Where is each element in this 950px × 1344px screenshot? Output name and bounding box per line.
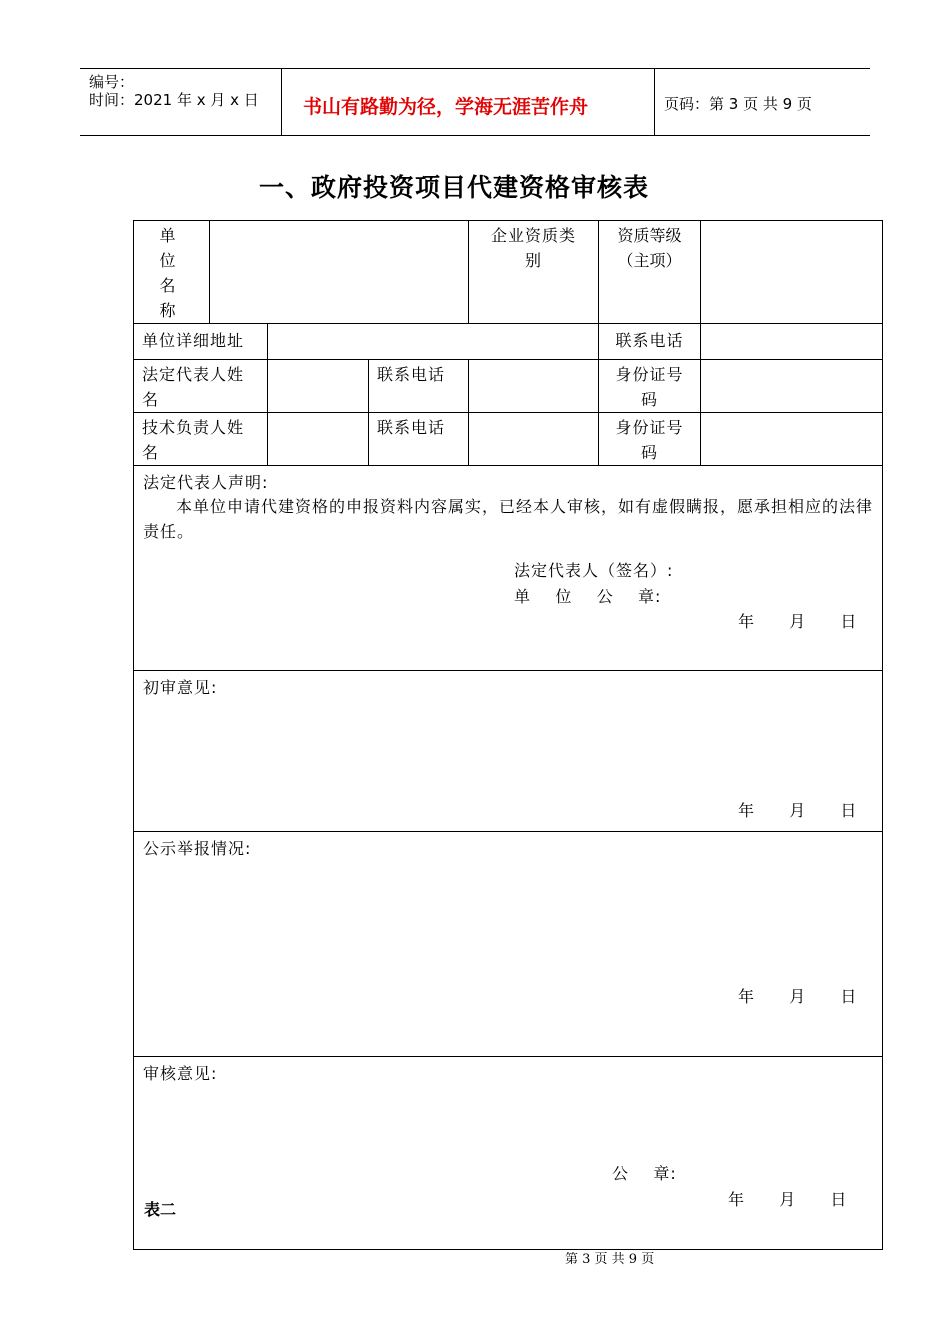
contact-phone-label: 联系电话 — [615, 331, 684, 350]
date-year: 年 — [738, 987, 756, 1006]
tech-lead-id-label-cell — [599, 413, 701, 466]
publicity-report-section[interactable] — [134, 832, 883, 1057]
header-bottom-rule — [80, 135, 870, 136]
address-label-cell — [134, 324, 268, 360]
legal-rep-name-label-cell — [134, 360, 268, 413]
qualification-type-label: 企业资质类别 — [491, 226, 577, 270]
qualification-level-sub-label: （主项） — [617, 251, 682, 270]
tech-lead-name-label: 技术负责人姓名 — [142, 418, 245, 462]
declaration-label: 法定代表人声明: — [143, 473, 269, 492]
document-time: 时间：2021 年 x 月 x 日 — [89, 91, 259, 109]
preliminary-review-section[interactable] — [134, 671, 883, 832]
legal-rep-name-value[interactable] — [268, 360, 369, 413]
qualification-level-cell[interactable] — [617, 221, 883, 324]
qualification-level-label: 资质等级 — [617, 226, 682, 245]
declaration-body: 本单位申请代建资格的申报资料内容属实，已经本人审核，如有虚假瞒报，愿承担相应的法律责任。 — [143, 497, 874, 541]
tech-lead-name-label-cell — [134, 413, 268, 466]
table-caption: 表二 — [144, 1200, 177, 1219]
legal-rep-id-label-cell — [599, 360, 701, 413]
date-month: 月 — [789, 987, 807, 1006]
unit-seal-label: 单 位 公 章: — [514, 587, 662, 606]
header-top-rule — [80, 68, 870, 69]
review-opinion-label: 审核意见: — [143, 1064, 218, 1083]
header-divider-right — [654, 68, 655, 136]
date-year: 年 — [728, 1190, 746, 1209]
signature-label: 法定代表人（签名）: — [514, 561, 674, 580]
tech-lead-name-value[interactable] — [268, 413, 369, 466]
legal-rep-phone-value[interactable] — [469, 360, 599, 413]
date-year: 年 — [738, 801, 756, 820]
legal-rep-id-value[interactable] — [701, 360, 883, 413]
declaration-date — [738, 609, 857, 632]
document-title: 一、政府投资项目代建资格审核表 — [259, 173, 650, 202]
unit-name-value[interactable] — [210, 221, 469, 324]
preliminary-review-date — [738, 798, 857, 821]
publicity-report-label: 公示举报情况: — [143, 839, 252, 858]
header-divider-left — [281, 68, 282, 136]
legal-rep-id-label: 身份证号码 — [615, 365, 684, 409]
tech-lead-id-value[interactable] — [701, 413, 883, 466]
legal-rep-phone-label: 联系电话 — [377, 365, 446, 384]
unit-name-label: 单 位 名 称 — [159, 226, 188, 320]
tech-lead-phone-value[interactable] — [469, 413, 599, 466]
tech-lead-phone-label: 联系电话 — [377, 418, 446, 437]
motto: 书山有路勤为径，学海无涯苦作舟 — [303, 96, 589, 118]
declaration-section — [134, 466, 883, 671]
qualification-review-form — [133, 220, 883, 1250]
tech-lead-phone-label-cell — [369, 413, 469, 466]
page-footer: 第 3 页 共 9 页 — [565, 1252, 655, 1267]
date-month: 月 — [789, 612, 807, 631]
address-label: 单位详细地址 — [142, 331, 245, 350]
date-year: 年 — [738, 612, 756, 631]
legal-rep-phone-label-cell — [369, 360, 469, 413]
date-day: 日 — [840, 612, 858, 631]
tech-lead-id-label: 身份证号码 — [615, 418, 684, 462]
legal-rep-name-label: 法定代表人姓名 — [142, 365, 245, 409]
qualification-type-label-cell — [469, 221, 599, 324]
review-seal-label: 公 章: — [612, 1164, 677, 1183]
publicity-report-date — [738, 984, 857, 1007]
date-month: 月 — [779, 1190, 797, 1209]
contact-phone-value[interactable] — [701, 324, 883, 360]
date-day: 日 — [840, 987, 858, 1006]
unit-name-label-cell — [134, 221, 210, 324]
date-month: 月 — [789, 801, 807, 820]
review-opinion-date — [728, 1187, 847, 1210]
review-opinion-section[interactable] — [134, 1057, 883, 1250]
contact-phone-label-cell — [599, 324, 701, 360]
address-value[interactable] — [268, 324, 599, 360]
date-day: 日 — [840, 801, 858, 820]
document-number: 编号： — [89, 73, 135, 91]
preliminary-review-label: 初审意见: — [143, 678, 218, 697]
page-code: 页码：第 3 页 共 9 页 — [664, 95, 812, 113]
date-day: 日 — [830, 1190, 848, 1209]
